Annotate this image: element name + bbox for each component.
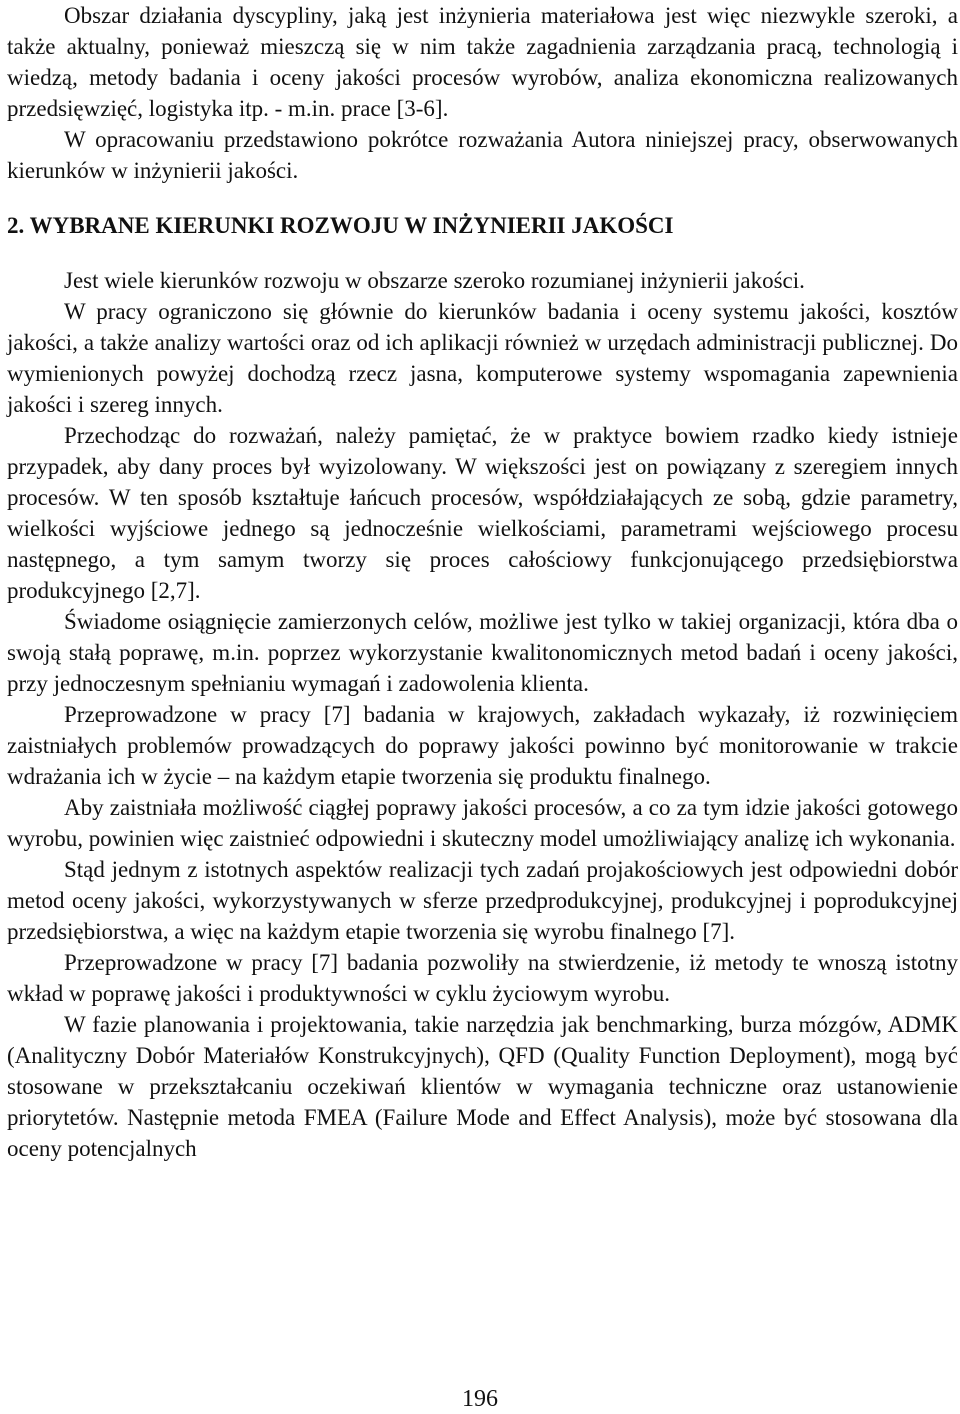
paragraph-directions: Jest wiele kierunków rozwoju w obszarze szeroko rozumianej inżynierii jakości. <box>64 268 805 293</box>
paragraph-method-impact: Przeprowadzone w pracy [7] badania pozwoliły na stwierdzenie, iż metody te wnoszą istotny wkład w poprawę jakości i produktywności w cyklu życiowym wyrobu. <box>7 950 958 1006</box>
paragraph-process-chain: Przechodząc do rozważań, należy pamiętać, że w praktyce bowiem rzadko kiedy istnieje przypadek, aby dany proces był wyizolowany. W większości jest on powiązany z szeregiem innych procesów. W ten sposób kształtuje łańcuch procesów, współdziałających ze sobą, gdzie parametry, wielkości wyjściowe jednego są jednocześnie wielkościami, parametrami wejściowego procesu następnego, a tym samym tworzy się proces całościowy funkcjonującego przedsiębiorstwa produkcyjnego [2,7]. <box>7 423 958 603</box>
paragraph-goals: Świadome osiągnięcie zamierzonych celów, możliwe jest tylko w takiej organizacji, która dba o swoją stałą poprawę, m.in. poprzez wykorzystanie kwalitonomicznych metod badań i oceny jakości, przy jednoczesnym spełnianiu wymagań i zadowolenia klienta. <box>7 609 958 696</box>
paragraph-improvement-model: Aby zaistniała możliwość ciągłej poprawy jakości procesów, a co za tym idzie jakości gotowego wyrobu, powinien więc zaistnieć odpowiedni i skuteczny model umożliwiający analizę ich wykonania. <box>7 795 958 851</box>
paragraph-method-selection: Stąd jednym z istotnych aspektów realizacji tych zadań projakościowych jest odpowiedni dobór metod oceny jakości, wykorzystywanych w sferze przedprodukcyjnej, produkcyjnej i poprodukcyjnej przedsiębiorstwa, a więc na każdym etapie tworzenia się wyrobu finalnego [7]. <box>7 857 958 944</box>
document-page <box>7 0 958 1164</box>
section-heading: 2. WYBRANE KIERUNKI ROZWOJU W INŻYNIERII JAKOŚCI <box>7 213 674 238</box>
paragraph-overview: W opracowaniu przedstawiono pokrótce rozważania Autora niniejszej pracy, obserwowanych kierunków w inżynierii jakości. <box>7 127 958 183</box>
paragraph-planning-tools: W fazie planowania i projektowania, takie narzędzia jak benchmarking, burza mózgów, ADMK (Analityczny Dobór Materiałów Konstrukcyjnych), QFD (Quality Function Deployment), mogą być stosowane w przekształcaniu oczekiwań klientów w wymagania techniczne oraz ustanowienie priorytetów. Następnie metoda FMEA (Failure Mode and Effect Analysis), może być stosowana dla oceny potencjalnych <box>7 1012 958 1161</box>
paragraph-limits: W pracy ograniczono się głównie do kierunków badania i oceny systemu jakości, kosztów jakości, a także analizy wartości oraz od ich aplikacji również w urzędach administracji publicznej. Do wymienionych powyżej dochodzą rzecz jasna, komputerowe systemy wspomagania zapewnienia jakości i szereg innych. <box>7 299 958 417</box>
paragraph-research-findings: Przeprowadzone w pracy [7] badania w krajowych, zakładach wykazały, iż rozwinięciem zaistniałych problemów prowadzących do poprawy jakości powinno być monitorowanie w trakcie wdrażania ich w życie – na każdym etapie tworzenia się produktu finalnego. <box>7 702 958 789</box>
paragraph-scope: Obszar działania dyscypliny, jaką jest inżynieria materiałowa jest więc niezwykle szeroki, a także aktualny, ponieważ mieszczą się w nim także zagadnienia zarządzania pracą, technologią i wiedzą, metody badania i oceny jakości procesów wyrobów, analiza ekonomiczna realizowanych przedsięwzięć, logistyka itp. - m.in. prace [3-6]. <box>7 3 958 121</box>
page-number: 196 <box>462 1386 498 1412</box>
